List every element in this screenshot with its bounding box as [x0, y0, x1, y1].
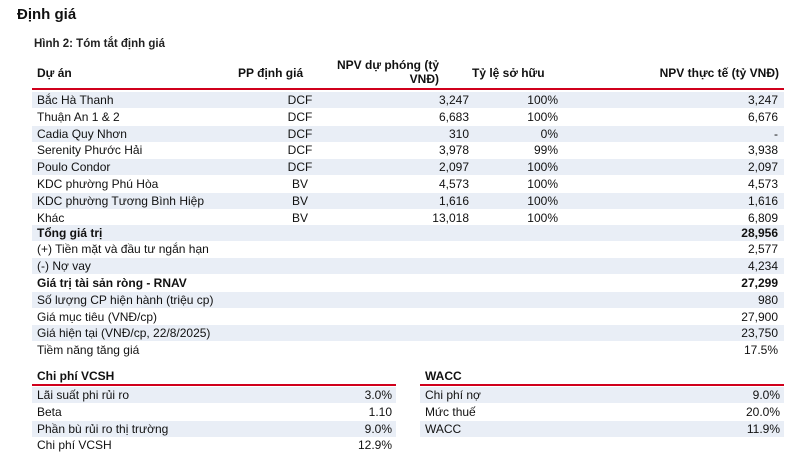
npv-actual: 4,573: [747, 177, 778, 191]
cost-of-equity-row: [32, 437, 396, 453]
valuation-method: DCF: [287, 109, 313, 124]
wacc-divider: [420, 384, 784, 386]
project-name: Thuận An 1 & 2: [37, 109, 120, 124]
npv-projected: 1,616: [438, 193, 469, 208]
project-name: Poulo Condor: [37, 160, 111, 175]
npv-projected: 13,018: [432, 210, 469, 225]
valuation-method: DCF: [287, 93, 313, 107]
ownership-rate: 100%: [527, 177, 558, 191]
npv-actual: 6,676: [747, 109, 778, 124]
project-name: Khác: [37, 210, 65, 225]
cost-of-equity-value: 3.0%: [364, 388, 392, 402]
header-ownership: Tỷ lệ sở hữu: [472, 66, 545, 80]
header-npv-projected-line1: NPV dự phóng (tỷ: [336, 58, 439, 72]
summary-label: Tiềm năng tăng giá: [37, 343, 140, 358]
table-row: [32, 176, 784, 192]
cost-of-equity-value: 9.0%: [364, 421, 392, 436]
cost-of-equity-value: 12.9%: [357, 438, 392, 453]
summary-row: [32, 309, 784, 325]
summary-value: 23,750: [741, 326, 778, 341]
summary-value: 17.5%: [743, 343, 778, 358]
header-method: PP định giá: [238, 66, 304, 80]
npv-projected: 2,097: [438, 160, 469, 175]
cost-of-equity-label: Chi phí VCSH: [37, 438, 112, 453]
summary-row: [32, 225, 784, 241]
cost-of-equity-label: Phần bù rủi ro thị trường: [37, 421, 169, 436]
wacc-value: 11.9%: [746, 421, 780, 436]
valuation-method: DCF: [287, 143, 313, 158]
wacc-row: [420, 421, 784, 437]
table-row: [32, 109, 784, 125]
summary-row: [32, 275, 784, 291]
table-row: [32, 193, 784, 209]
summary-row: [32, 292, 784, 308]
summary-label: Giá mục tiêu (VNĐ/cp): [37, 309, 158, 324]
cost-of-equity-label: Beta: [37, 404, 62, 419]
summary-value: 27,299: [741, 275, 778, 290]
cost-of-equity-value: 1.10: [368, 404, 392, 419]
wacc-title: WACC: [425, 369, 462, 383]
valuation-method: DCF: [287, 160, 313, 175]
project-name: KDC phường Tương Bình Hiệp: [37, 193, 204, 208]
wacc-row: [420, 404, 784, 420]
page-title: Định giá: [17, 6, 77, 23]
header-divider: [32, 88, 784, 90]
wacc-label: WACC: [425, 421, 462, 436]
summary-label: Tổng giá trị: [37, 225, 103, 240]
project-name: Cadia Quy Nhơn: [37, 126, 127, 141]
ownership-rate: 0%: [540, 126, 558, 141]
summary-value: 27,900: [741, 309, 778, 324]
summary-row: [32, 241, 784, 257]
summary-label: Số lượng CP hiện hành (triệu cp): [37, 292, 214, 307]
npv-actual: 1,616: [747, 193, 778, 208]
npv-actual: 6,809: [747, 210, 778, 225]
summary-value: 4,234: [747, 259, 778, 274]
project-name: Bắc Hà Thanh: [37, 93, 114, 107]
npv-projected: 310: [448, 126, 469, 141]
valuation-method: BV: [291, 193, 308, 208]
summary-label: Giá hiện tại (VNĐ/cp, 22/8/2025): [37, 326, 211, 341]
npv-actual: 3,938: [747, 143, 778, 158]
cost-of-equity-label: Lãi suất phi rủi ro: [37, 388, 130, 402]
header-npv-projected: [330, 58, 439, 86]
ownership-rate: 100%: [527, 109, 558, 124]
ownership-rate: 100%: [527, 193, 558, 208]
summary-row: [32, 258, 784, 274]
table-row: [32, 126, 784, 142]
header-npv-actual: NPV thực tế (tỷ VNĐ): [659, 66, 779, 80]
cost-of-equity-row: [32, 404, 396, 420]
npv-actual: 3,247: [747, 93, 778, 107]
summary-label: (+) Tiền mặt và đầu tư ngắn hạn: [37, 242, 209, 257]
table-row: [32, 159, 784, 175]
project-name: KDC phường Phú Hòa: [37, 177, 159, 191]
ownership-rate: 100%: [527, 210, 558, 225]
project-name: Serenity Phước Hải: [37, 143, 143, 158]
summary-row: [32, 325, 784, 341]
summary-label: (-) Nợ vay: [37, 259, 91, 274]
wacc-label: Chi phí nợ: [425, 388, 481, 402]
header-project: Dự án: [37, 66, 72, 80]
table-row: [32, 142, 784, 158]
table-row: [32, 92, 784, 108]
valuation-method: DCF: [287, 126, 313, 141]
wacc-row: [420, 387, 784, 403]
cost-of-equity-row: [32, 387, 396, 403]
npv-projected: 4,573: [438, 177, 469, 191]
cost-of-equity-row: [32, 421, 396, 437]
summary-value: 980: [757, 292, 778, 307]
npv-actual: -: [774, 126, 778, 141]
npv-projected: 3,247: [438, 93, 469, 107]
ownership-rate: 99%: [533, 143, 558, 158]
summary-value: 2,577: [747, 242, 778, 257]
valuation-method: BV: [291, 177, 308, 191]
ownership-rate: 100%: [527, 160, 558, 175]
figure-title: Hình 2: Tóm tắt định giá: [34, 38, 165, 50]
summary-row: [32, 342, 784, 358]
ownership-rate: 100%: [527, 93, 558, 107]
summary-label: Giá trị tài sản ròng - RNAV: [37, 275, 187, 290]
wacc-value: 9.0%: [752, 388, 780, 402]
wacc-label: Mức thuế: [425, 404, 476, 419]
npv-projected: 3,978: [438, 143, 469, 158]
npv-projected: 6,683: [438, 109, 469, 124]
valuation-method: BV: [291, 210, 308, 225]
cost-of-equity-title: Chi phí VCSH: [37, 369, 115, 383]
table-row: [32, 210, 784, 226]
npv-actual: 2,097: [747, 160, 778, 175]
wacc-value: 20.0%: [745, 404, 780, 419]
cost-of-equity-divider: [32, 384, 396, 386]
header-npv-projected-line2: VNĐ): [409, 72, 439, 86]
summary-value: 28,956: [741, 225, 778, 240]
